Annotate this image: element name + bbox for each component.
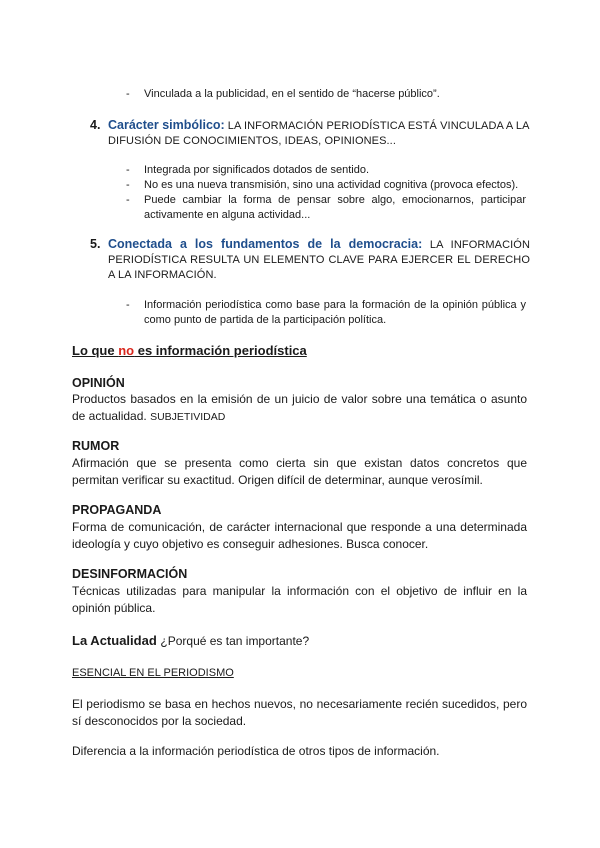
item-body xyxy=(108,118,530,149)
actualidad-question: ¿Porqué es tan importante? xyxy=(160,634,310,648)
term-rumor-title: RUMOR xyxy=(72,439,120,453)
opinion-tag: SUBJETIVIDAD xyxy=(150,410,226,423)
bullet-text: Información periodística como base para la formación de la opinión pública y como punto de partida de la participación política. xyxy=(144,299,526,326)
esencial-heading: ESENCIAL EN EL PERIODISMO xyxy=(72,667,234,679)
item-number: 4. xyxy=(90,118,101,132)
item-title: Carácter simbólico: xyxy=(108,118,225,132)
esencial-paragraph-1: El periodismo se basa en hechos nuevos, no necesariamente recién sucedidos, pero sí desconocidos por la sociedad. xyxy=(72,697,527,728)
item-text: LA INFORMACIÓN PERIODÍSTICA ESTÁ VINCULADA A LA DIFUSIÓN DE CONOCIMIENTOS, IDEAS, OPINIONES... xyxy=(108,120,529,147)
actualidad-heading xyxy=(72,633,309,648)
esencial-paragraph-2: Diferencia a la información periodística de otros tipos de información. xyxy=(72,744,440,758)
item-title: Conectada a los fundamentos de la democracia: xyxy=(108,237,423,251)
bullet-text: Vinculada a la publicidad, en el sentido de “hacerse público”. xyxy=(144,88,440,100)
bullet-dash: - xyxy=(126,194,130,206)
bullet-dash: - xyxy=(126,164,130,176)
bullet-dash: - xyxy=(126,88,130,100)
heading-suffix: es información periodística xyxy=(134,343,307,358)
bullet-dash: - xyxy=(126,299,130,311)
item-text: LA INFORMACIÓN PERIODÍSTICA RESULTA UN ELEMENTO CLAVE PARA EJERCER EL DERECHO A LA INFORMACIÓN. xyxy=(108,239,530,281)
item-body xyxy=(108,237,530,283)
heading-no: no xyxy=(118,343,135,358)
bullet-text: Integrada por significados dotados de sentido. xyxy=(144,164,370,176)
term-desinformacion-title: DESINFORMACIÓN xyxy=(72,567,188,581)
term-rumor-text: Afirmación que se presenta como cierta sin que existan datos concretos que permitan verificar su exactitud. Origen difícil de determinar, aunque verosímil. xyxy=(72,456,527,487)
heading-prefix: Lo que xyxy=(72,343,119,358)
term-propaganda-title: PROPAGANDA xyxy=(72,503,162,517)
opinion-desc: Productos basados en la emisión de un juicio de valor sobre una temática o asunto de actualidad. xyxy=(72,392,527,423)
term-desinformacion-text: Técnicas utilizadas para manipular la información con el objetivo de influir en la opinión pública. xyxy=(72,584,527,615)
bullet-text: No es una nueva transmisión, sino una actividad cognitiva (provoca efectos). xyxy=(144,179,519,191)
bullet-text: Puede cambiar la forma de pensar sobre algo, emocionarnos, participar activamente en alguna actividad... xyxy=(144,194,526,221)
term-propaganda-text: Forma de comunicación, de carácter internacional que responde a una determinada ideología y cuyo objetivo es conseguir adhesiones. Busca conocer. xyxy=(72,520,527,551)
term-opinion-title: OPINIÓN xyxy=(72,376,125,390)
bullet-dash: - xyxy=(126,179,130,191)
term-opinion-text xyxy=(72,391,527,425)
actualidad-title: La Actualidad xyxy=(72,633,157,648)
item-number: 5. xyxy=(90,237,101,251)
section-heading xyxy=(72,343,307,358)
